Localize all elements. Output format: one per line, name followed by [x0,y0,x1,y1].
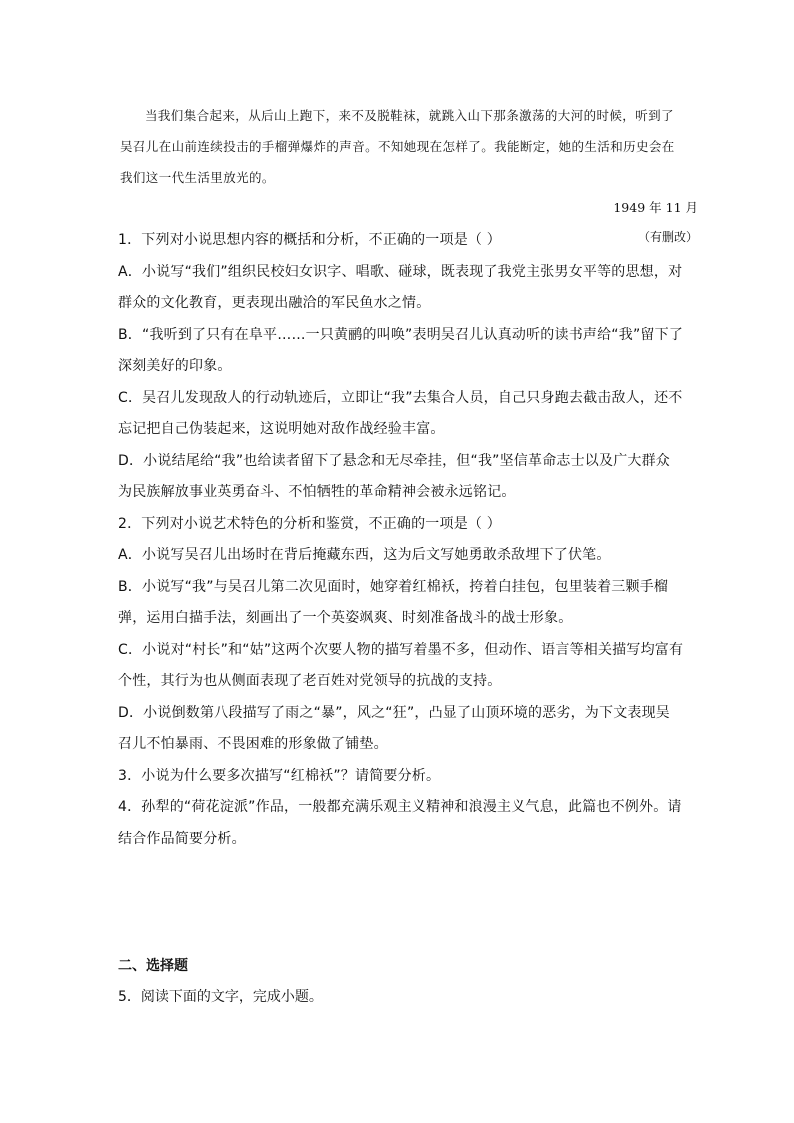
question-4: 4．孙犁的“荷花淀派”作品，一般都充满乐观主义精神和浪漫主义气息，此篇也不例外。请结合作品简要分析。 [118,799,682,847]
question-1-option-b: B．“我听到了只有在阜平……一只黄鹂的叫唤”表明吴召儿认真动听的读书声给“我”留下了深刻美好的印象。 [118,326,684,374]
question-2-option-a: A．小说写吴召儿出场时在背后掩藏东西，这为后文写她勇敢杀敌埋下了伏笔。 [118,547,611,563]
question-1-option-a: A．小说写“我们”组织民校妇女识字、唱歌、碰球，既表现了我党主张男女平等的思想，对群众的文化教育，更表现出融洽的军民鱼水之情。 [118,263,683,311]
passage-excerpt [120,100,685,193]
question-1-stem: 1．下列对小说思想内容的概括和分析，不正确的一项是（ ） [118,232,501,248]
questions-block [118,225,684,855]
question-5: 5．阅读下面的文字，完成小题。 [118,989,323,1005]
question-2-option-b: B．小说写“我”与吴召儿第二次见面时，她穿着红棉袄，挎着白挂包，包里装着三颗手榴弹，运用白描手法，刻画出了一个英姿飒爽、时刻准备战斗的战士形象。 [118,578,669,626]
passage-source-note: （有删改） [637,230,698,244]
question-1-option-d: D．小说结尾给“我”也给读者留下了悬念和无尽牵挂，但“我”坚信革命志士以及广大群众为民族解放事业英勇奋斗、不怕牺牲的革命精神会被永远铭记。 [118,452,670,500]
question-1-option-c: C．吴召儿发现敌人的行动轨迹后，立即让“我”去集合人员，自己只身跑去截击敌人，还不忘记把自己伪装起来，这说明她对敌作战经验丰富。 [118,389,683,437]
passage-paragraph: 当我们集合起来，从后山上跑下，来不及脱鞋袜，就跳入山下那条激荡的大河的时候，听到了吴召儿在山前连续投击的手榴弹爆炸的声音。不知她现在怎样了。我能断定，她的生活和历史会在我们这一代生活里放光的。 [120,108,675,185]
section-heading: 二、选择题 [118,958,188,974]
question-2-option-d: D．小说倒数第八段描写了雨之“暴”，风之“狂”，凸显了山顶环境的恶劣，为下文表现吴召儿不怕暴雨、不畏困难的形象做了铺垫。 [118,704,670,752]
passage-date: 1949 年 11 月 [613,200,698,215]
question-3: 3．小说为什么要多次描写“红棉袄”？请简要分析。 [118,767,441,784]
question-2-stem: 2．下列对小说艺术特色的分析和鉴赏，不正确的一项是（ ） [118,515,501,532]
question-2-option-c: C．小说对“村长”和“姑”这两个次要人物的描写着墨不多，但动作、语言等相关描写均富有个性，其行为也从侧面表现了老百姓对党领导的抗战的支持。 [118,641,684,689]
